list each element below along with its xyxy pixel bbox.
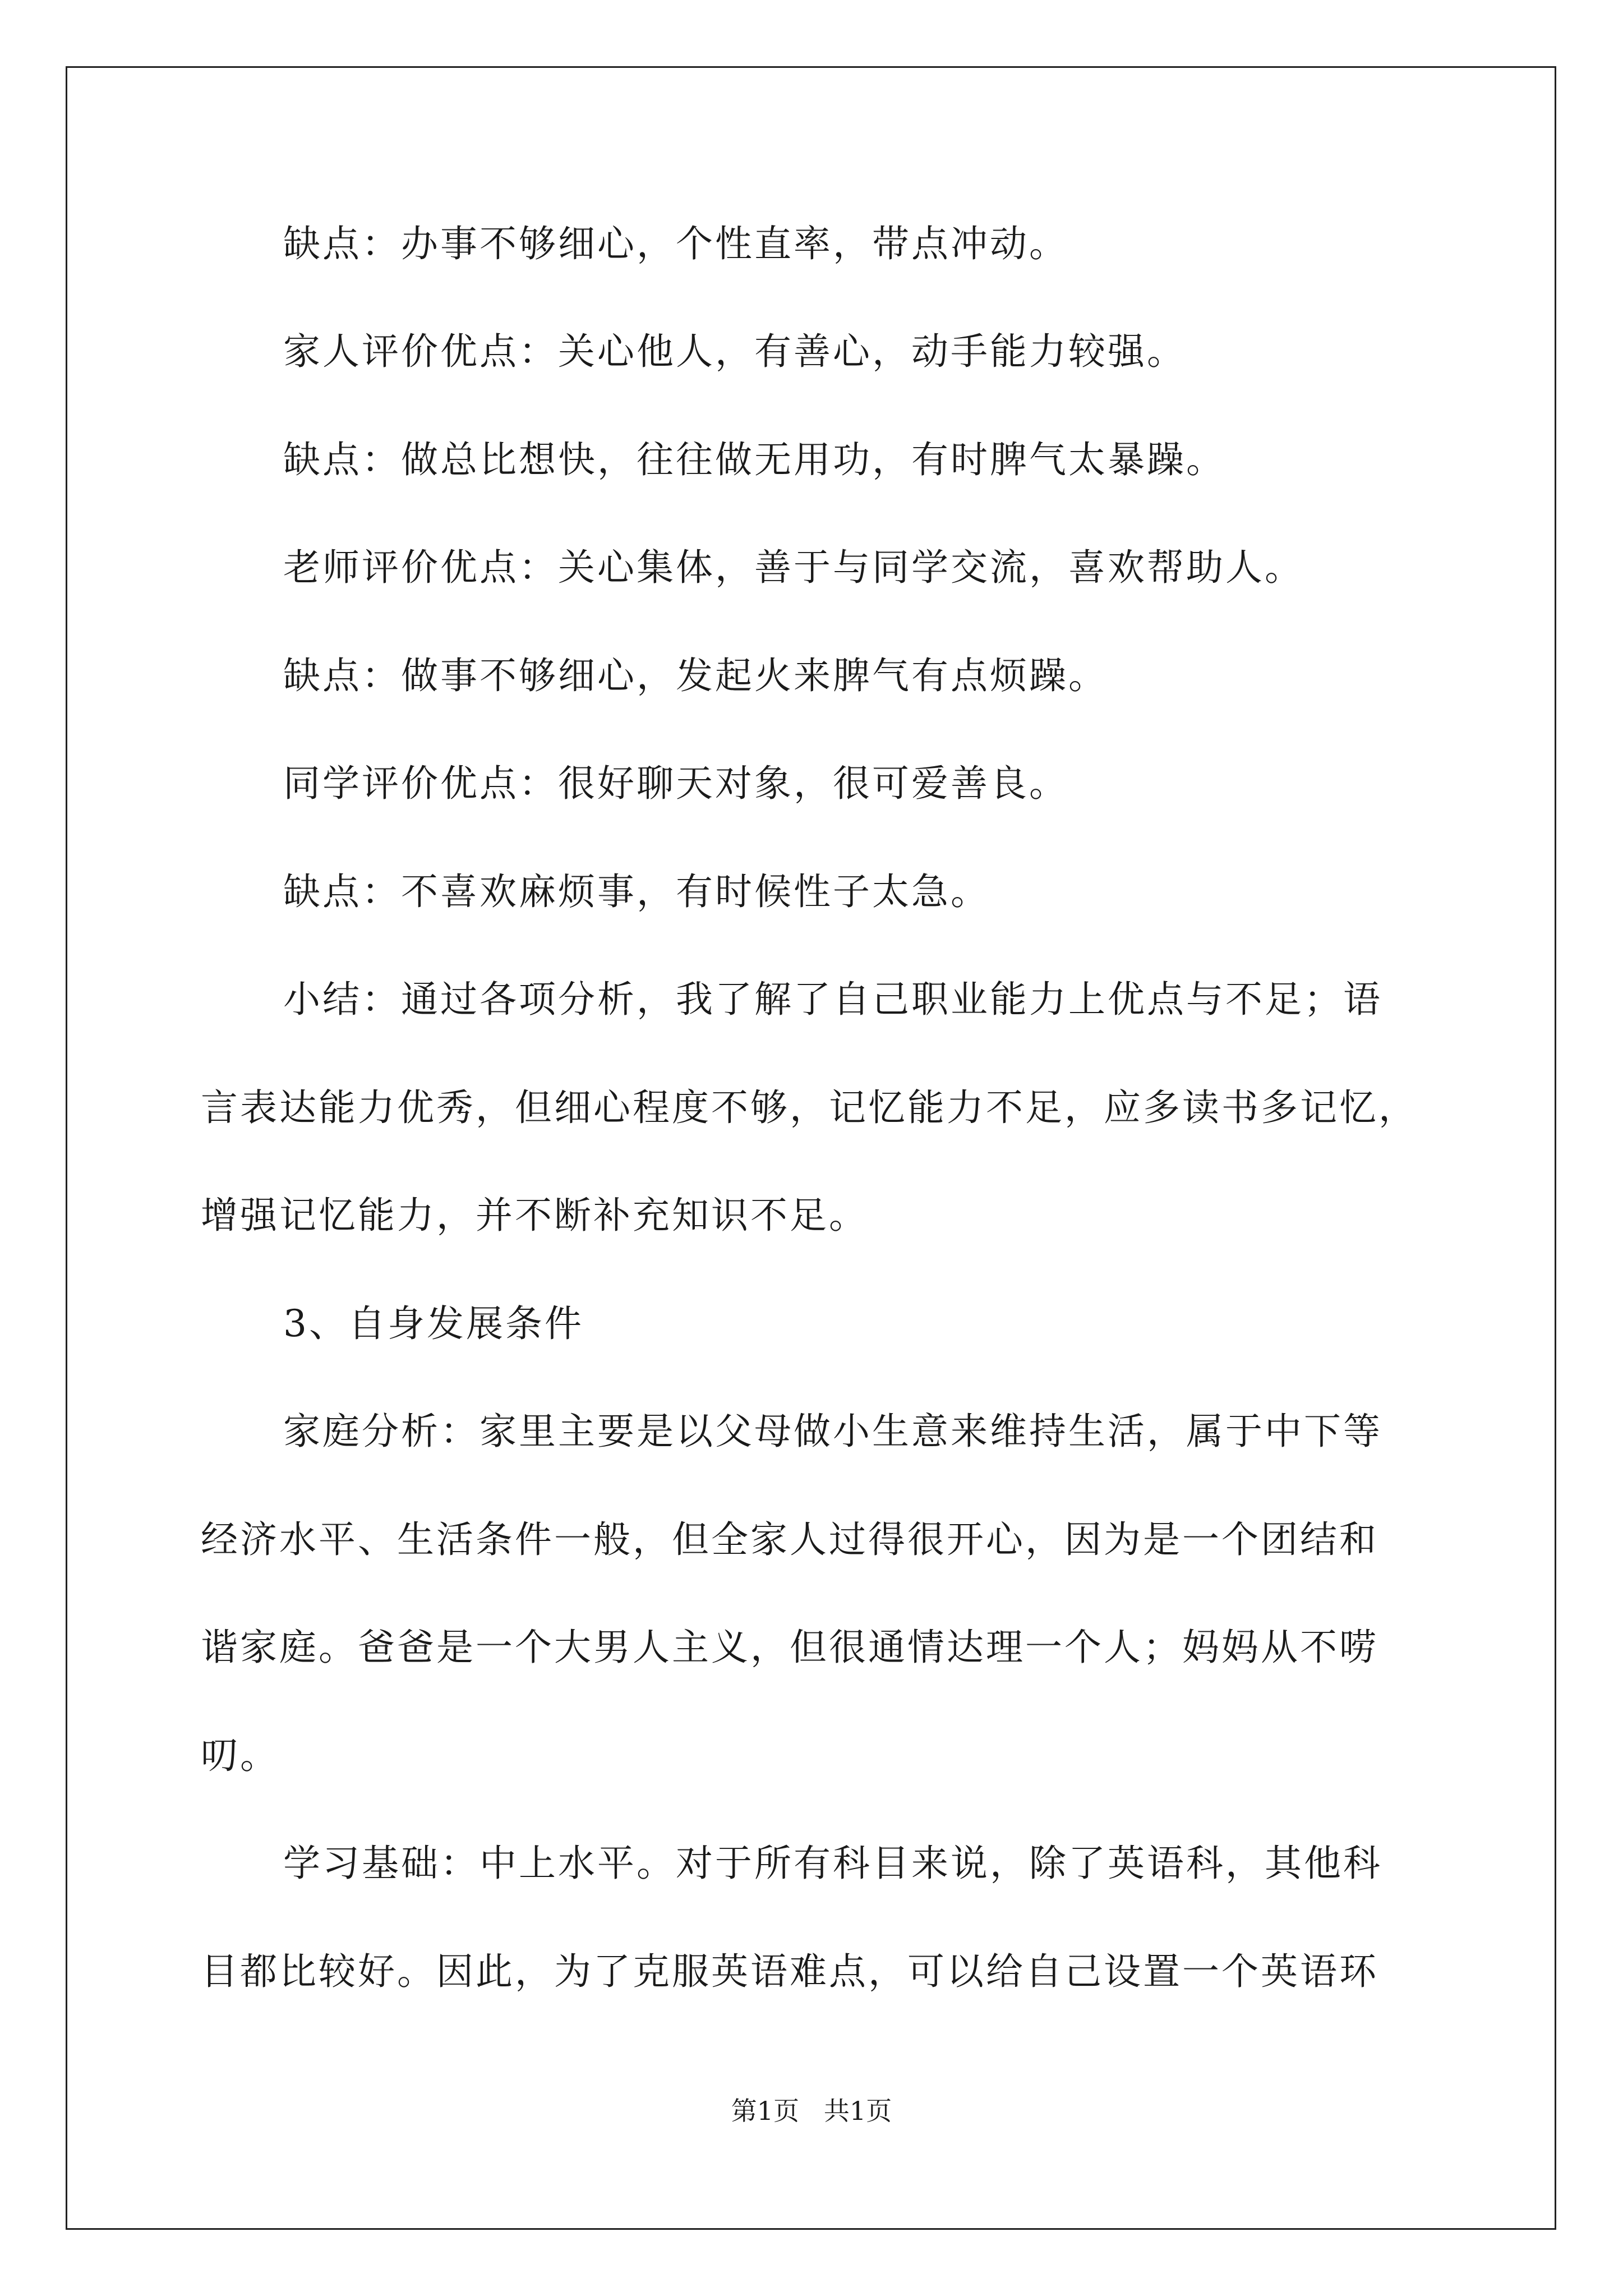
- text-line: 增强记忆能力，并不断补充知识不足。: [201, 1194, 868, 1237]
- text-line: 谐家庭。爸爸是一个大男人主义，但很通情达理一个人；妈妈从不唠: [201, 1626, 1378, 1669]
- page-border: [66, 66, 1556, 2230]
- text-line: 家人评价优点：关心他人，有善心，动手能力较强。: [283, 330, 1186, 373]
- text-line: 言表达能力优秀，但细心程度不够，记忆能力不足，应多读书多记忆，: [201, 1086, 1418, 1129]
- text-line: 老师评价优点：关心集体，善于与同学交流，喜欢帮助人。: [283, 546, 1304, 589]
- text-line: 家庭分析：家里主要是以父母做小生意来维持生活，属于中下等: [283, 1410, 1382, 1453]
- text-line: 缺点：做事不够细心，发起火来脾气有点烦躁。: [283, 654, 1108, 697]
- text-line: 经济水平、生活条件一般，但全家人过得很开心，因为是一个团结和: [201, 1518, 1378, 1561]
- text-line: 叨。: [201, 1734, 279, 1777]
- text-line: 缺点：办事不够细心，个性直率，带点冲动。: [283, 222, 1068, 265]
- text-line: 目都比较好。因此，为了克服英语难点，可以给自己设置一个英语环: [201, 1950, 1378, 1993]
- text-line: 缺点：做总比想快，往往做无用功，有时脾气太暴躁。: [283, 438, 1225, 481]
- page-number-footer: 第1页 共1页: [731, 2096, 892, 2126]
- text-line: 小结：通过各项分析，我了解了自己职业能力上优点与不足；语: [283, 978, 1382, 1021]
- text-line: 同学评价优点：很好聊天对象，很可爱善良。: [283, 762, 1068, 805]
- section-heading: 3、自身发展条件: [283, 1302, 584, 1345]
- text-line: 缺点：不喜欢麻烦事，有时候性子太急。: [283, 870, 990, 913]
- text-line: 学习基础：中上水平。对于所有科目来说，除了英语科，其他科: [283, 1842, 1382, 1885]
